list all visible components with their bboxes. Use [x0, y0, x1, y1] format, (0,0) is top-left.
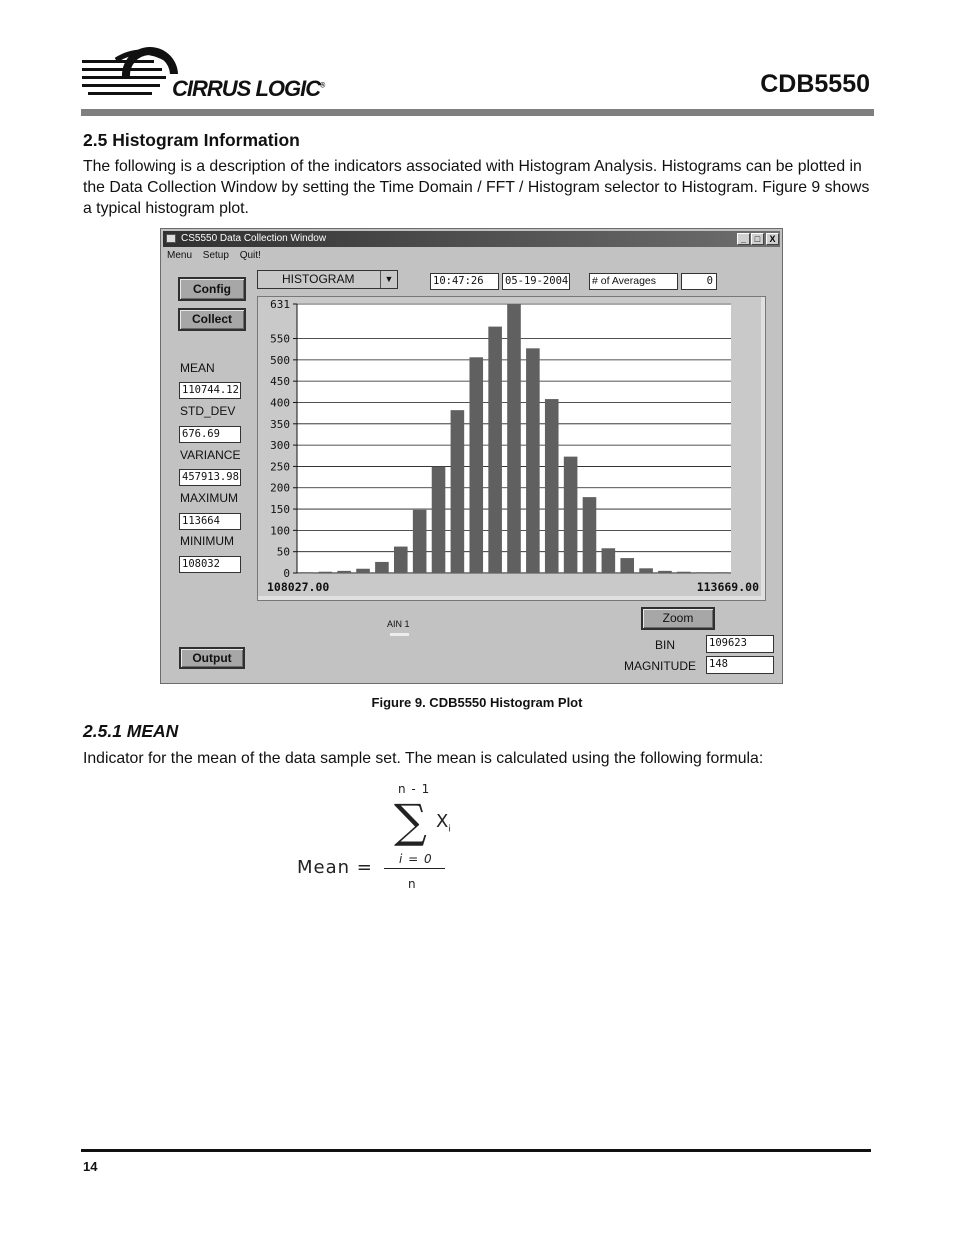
summation-icon: ∑ [394, 794, 427, 848]
histogram-bar [337, 571, 351, 573]
variance-value-field: 457913.98 [179, 469, 241, 486]
minimize-button[interactable]: _ [737, 233, 750, 245]
histogram-bar [469, 357, 483, 573]
histogram-bar [319, 572, 333, 573]
footer-rule [81, 1149, 871, 1152]
x-end-label: 113669.00 [696, 580, 759, 594]
maximum-value-field: 113664 [179, 513, 241, 530]
time-field: 10:47:26 [430, 273, 499, 290]
std-dev-label: STD_DEV [180, 404, 236, 418]
formula-denominator: n [408, 877, 416, 891]
histogram-bar [602, 548, 616, 573]
formula-term: $X_i$ [436, 811, 451, 835]
fraction-bar [384, 868, 445, 869]
y-tick-label: 200 [270, 481, 290, 495]
page-number: 14 [83, 1159, 98, 1174]
menu-item-menu[interactable]: Menu [167, 250, 193, 261]
magnitude-label: MAGNITUDE [624, 659, 696, 673]
minimum-value-field: 108032 [179, 556, 241, 573]
histogram-bar [488, 327, 502, 573]
histogram-bar [507, 304, 521, 573]
document-code: CDB5550 [760, 70, 870, 98]
std-dev-value-field: 676.69 [179, 426, 241, 443]
mean-label: MEAN [180, 361, 215, 375]
histogram-bar [583, 497, 597, 573]
histogram-bar [696, 572, 710, 573]
zoom-button[interactable]: Zoom [641, 607, 715, 630]
histogram-bar [620, 558, 634, 573]
averages-label: # of Averages [589, 273, 678, 290]
menu-item-quit[interactable]: Quit! [239, 250, 261, 261]
subsection-body: Indicator for the mean of the data sample set. The mean is calculated using the following formula: [83, 750, 764, 767]
menu-item-setup[interactable]: Setup [202, 250, 229, 261]
y-tick-label: 450 [270, 375, 290, 389]
histogram-bar [677, 572, 691, 573]
histogram-bar [564, 457, 578, 573]
mean-value-field: 110744.12 [179, 382, 241, 399]
figure-caption: Figure 9. CDB5550 Histogram Plot [371, 695, 583, 710]
histogram-bar [413, 510, 427, 573]
y-tick-label: 250 [270, 460, 290, 474]
formula-lower-limit: i = 0 [399, 852, 433, 866]
magnitude-value-field: 148 [706, 656, 774, 674]
header-rule [81, 109, 874, 116]
collect-button[interactable]: Collect [178, 308, 246, 331]
y-tick-label: 50 [276, 545, 290, 559]
histogram-bar [394, 547, 408, 573]
section-body: The following is a description of the indicators associated with Histogram Analysis. Histograms can be plotted in the Data Collection Window by setting the Time Domain / FFT / Histogram selector to Histogram. Figure 9 shows a typical histogram plot. [83, 158, 870, 217]
bin-value-field: 109623 [706, 635, 774, 653]
bin-label: BIN [655, 638, 676, 652]
date-field: 05-19-2004 [502, 273, 570, 290]
variance-label: VARIANCE [180, 448, 241, 462]
y-tick-label: 550 [270, 332, 290, 346]
window-title: CS5550 Data Collection Window [181, 233, 327, 244]
y-tick-label: 300 [270, 439, 290, 453]
output-button[interactable]: Output [179, 647, 245, 669]
histogram-bar [658, 571, 672, 573]
subsection-title: 2.5.1 MEAN [83, 721, 179, 741]
maximum-label: MAXIMUM [180, 491, 238, 505]
histogram-bar [545, 399, 559, 573]
logo-wordmark: CIRRUS LOGIC® [172, 76, 325, 101]
histogram-bar [375, 562, 389, 573]
legend-swatch [390, 633, 409, 636]
chevron-down-icon[interactable]: ▼ [380, 271, 397, 288]
y-tick-label: 400 [270, 396, 290, 410]
close-button[interactable]: X [766, 233, 779, 245]
histogram-bar [356, 569, 370, 573]
config-button[interactable]: Config [178, 277, 246, 301]
y-tick-label: 631 [270, 298, 290, 311]
y-tick-label: 500 [270, 353, 290, 367]
histogram-bar [639, 568, 653, 573]
histogram-bar [715, 572, 729, 573]
histogram-bar [432, 466, 446, 573]
histogram-bar [526, 348, 540, 573]
averages-value-field[interactable]: 0 [681, 273, 717, 290]
histogram-bar [451, 410, 465, 573]
y-tick-label: 350 [270, 417, 290, 431]
formula-upper-limit: n - 1 [398, 782, 431, 796]
y-tick-label: 100 [270, 524, 290, 538]
y-tick-label: 150 [270, 503, 290, 517]
y-tick-label: 0 [283, 567, 290, 580]
section-title: 2.5 Histogram Information [83, 130, 300, 150]
x-start-label: 108027.00 [267, 580, 330, 594]
maximize-button[interactable]: □ [751, 233, 764, 245]
data-collection-window [160, 228, 783, 684]
histogram-bar [300, 572, 314, 573]
legend-label: AIN 1 [387, 619, 410, 629]
formula-lhs: Mean = [297, 857, 373, 878]
minimum-label: MINIMUM [180, 534, 234, 548]
domain-selector-value: HISTOGRAM [282, 272, 355, 286]
